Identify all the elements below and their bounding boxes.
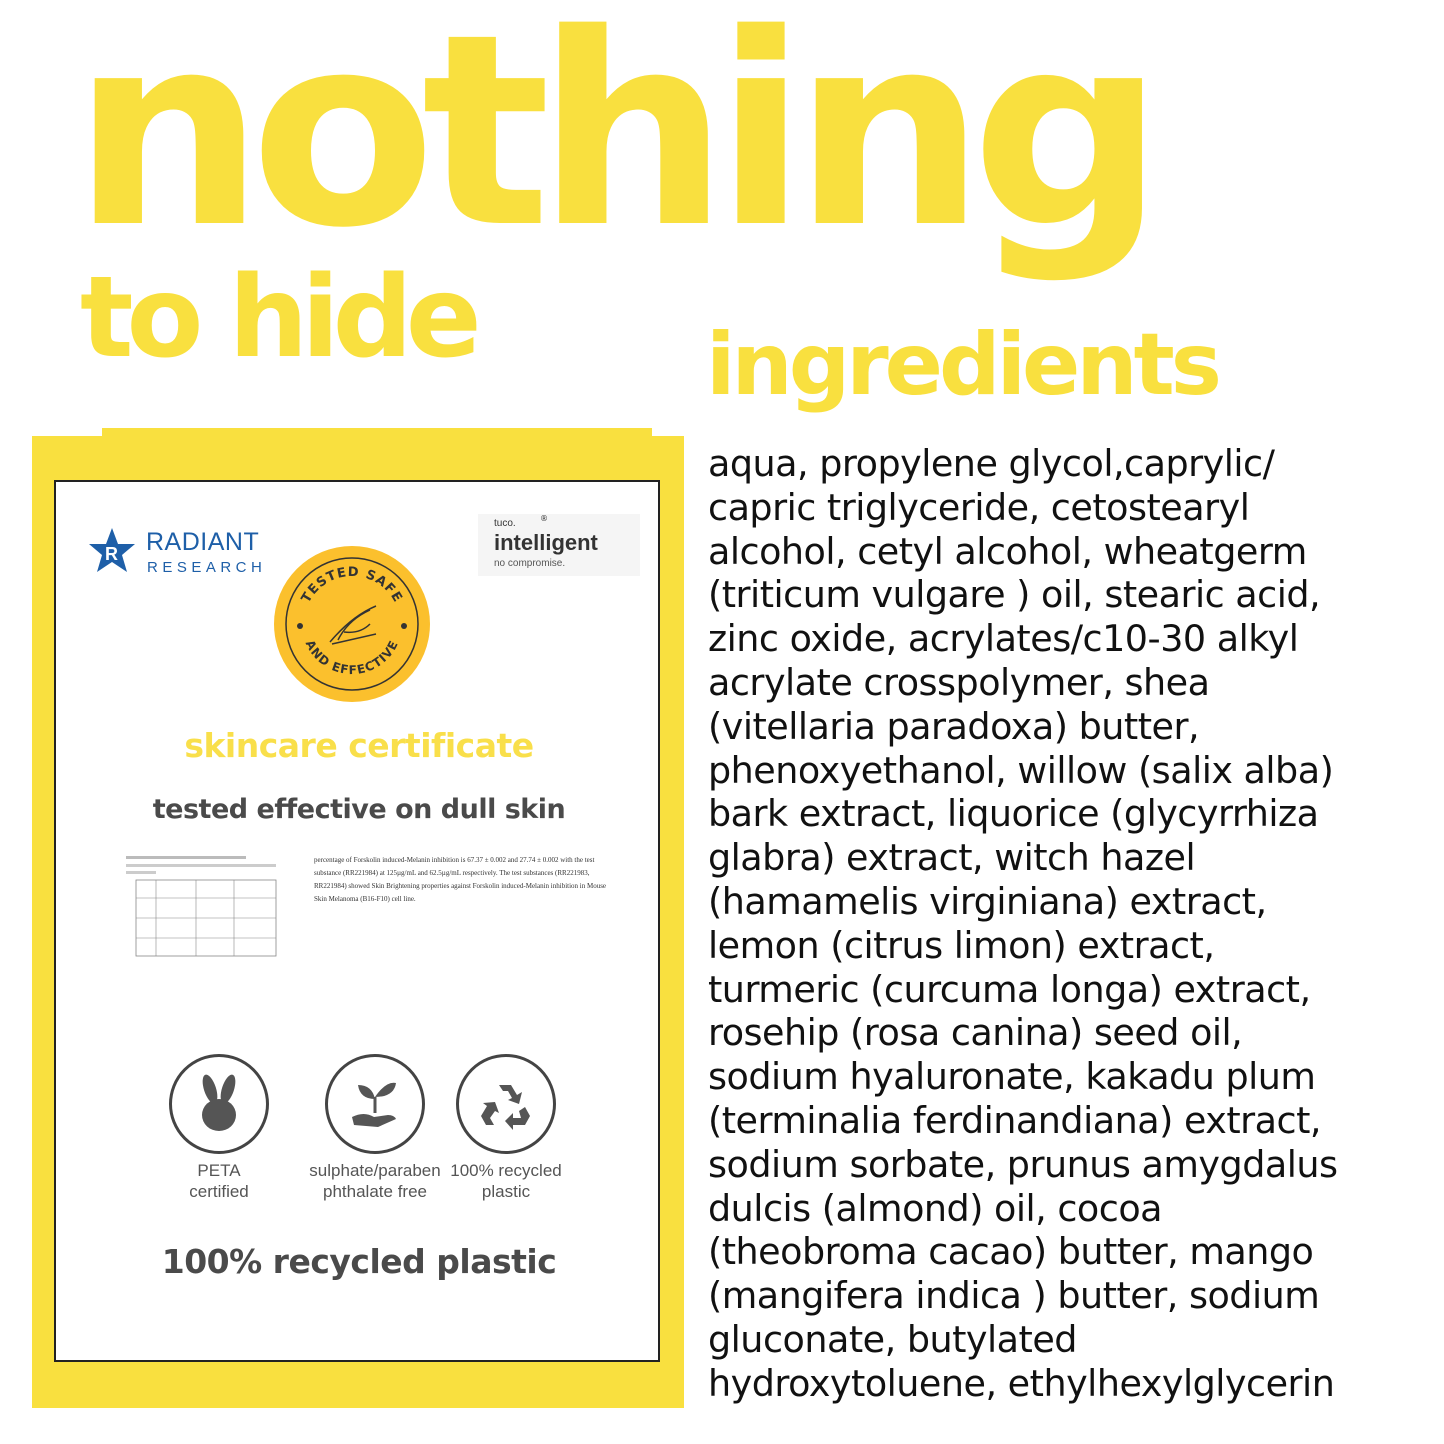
ingredients-line: dulcis (almond) oil, cocoa	[708, 1186, 1163, 1230]
tuco-intelligent-logo	[478, 514, 640, 576]
badge-peta-line1: PETA	[197, 1161, 241, 1180]
badge-sulphate-free	[300, 1054, 450, 1202]
ingredients-line: (vitellaria paradoxa) butter,	[708, 704, 1200, 748]
badge-peta-line2: certified	[189, 1182, 249, 1201]
ingredients-line: alcohol, cetyl alcohol, wheatgerm	[708, 529, 1307, 573]
registered-mark: ®	[540, 514, 548, 523]
results-table-image	[122, 852, 290, 962]
ingredients-line: acrylate crosspolymer, shea	[708, 660, 1210, 704]
ingredients-line: aqua, propylene glycol,caprylic/	[708, 442, 1275, 485]
ingredients-line: (mangifera indica ) butter, sodium	[708, 1274, 1320, 1318]
svg-text:R: R	[105, 544, 118, 564]
ingredients-line: bark extract, liquorice (glycyrrhiza	[708, 792, 1319, 836]
ingredients-line: gluconate, butylated	[708, 1317, 1077, 1361]
ingredients-line: glabra) extract, witch hazel	[708, 836, 1196, 880]
results-paragraph: percentage of Forskolin induced-Melanin inhibition is 67.37 ± 0.002 and 27.74 ± 0.002 with the test substance (RR221984) at 125µg/mL and 62.5µg/mL respectively. The test substances (RR221983, RR221984) showed Skin Brightening properties against Forskolin induced-Melanin inhibition in Mouse Skin Melanoma (B16-F10) cell line.	[314, 856, 607, 903]
certificate-document	[54, 480, 660, 1362]
ingredients-line: lemon (citrus limon) extract,	[708, 923, 1215, 967]
radiant-research-logo	[86, 526, 286, 582]
ingredients-line: turmeric (curcuma longa) extract,	[708, 967, 1311, 1011]
hero-heading-nothing: nothing	[72, 0, 1151, 286]
brand-tagline: no compromise.	[494, 558, 566, 569]
certificate-title: skincare certificate	[184, 726, 534, 765]
ingredients-list	[708, 442, 1432, 1406]
ingredients-line: zinc oxide, acrylates/c10-30 alkyl	[708, 617, 1299, 661]
certificate-subtitle: tested effective on dull skin	[152, 794, 566, 825]
seal-bottom-text: AND EFFECTIVE	[302, 637, 402, 678]
ingredients-line: sodium hyaluronate, kakadu plum	[708, 1055, 1316, 1099]
badge-peta	[164, 1054, 274, 1202]
badge-recycled-line2: plastic	[481, 1182, 531, 1201]
intelligent-wordmark: intelligent	[494, 530, 598, 555]
badge-recycled-line1: 100% recycled	[450, 1161, 562, 1180]
ingredients-line: (theobroma cacao) butter, mango	[708, 1230, 1314, 1274]
tested-safe-seal	[272, 544, 432, 704]
radiant-name: RADIANT	[146, 528, 260, 556]
ingredients-line: (triticum vulgare ) oil, stearic acid,	[708, 573, 1321, 617]
ingredients-line: phenoxyethanol, willow (salix alba)	[708, 748, 1334, 792]
ingredients-line: (terminalia ferdinandiana) extract,	[708, 1098, 1322, 1142]
plant-hand-icon	[344, 1073, 406, 1135]
ingredients-line: hydroxytoluene, ethylhexylglycerin	[708, 1361, 1335, 1405]
ingredients-line: (hamamelis virginiana) extract,	[708, 879, 1267, 923]
recycle-icon	[475, 1073, 537, 1135]
seal-top-text: TESTED SAFE	[298, 564, 406, 606]
certificate-footer: 100% recycled plastic	[161, 1242, 557, 1281]
badge-sulphate-line2: phthalate free	[323, 1182, 427, 1201]
ingredients-line: sodium sorbate, prunus amygdalus	[708, 1142, 1338, 1186]
ingredients-line: rosehip (rosa canina) seed oil,	[708, 1011, 1243, 1055]
hero-heading-to-hide: to hide	[80, 253, 475, 383]
badge-recycled	[438, 1054, 574, 1202]
tuco-wordmark: tuco.	[494, 518, 516, 529]
ingredients-heading: ingredients	[706, 315, 1218, 415]
ingredients-line: capric triglyceride, cetostearyl	[708, 485, 1250, 529]
rabbit-icon	[188, 1073, 250, 1135]
radiant-star-icon	[86, 526, 138, 578]
radiant-subtitle: RESEARCH	[147, 559, 267, 576]
badge-sulphate-line1: sulphate/paraben	[309, 1161, 441, 1180]
